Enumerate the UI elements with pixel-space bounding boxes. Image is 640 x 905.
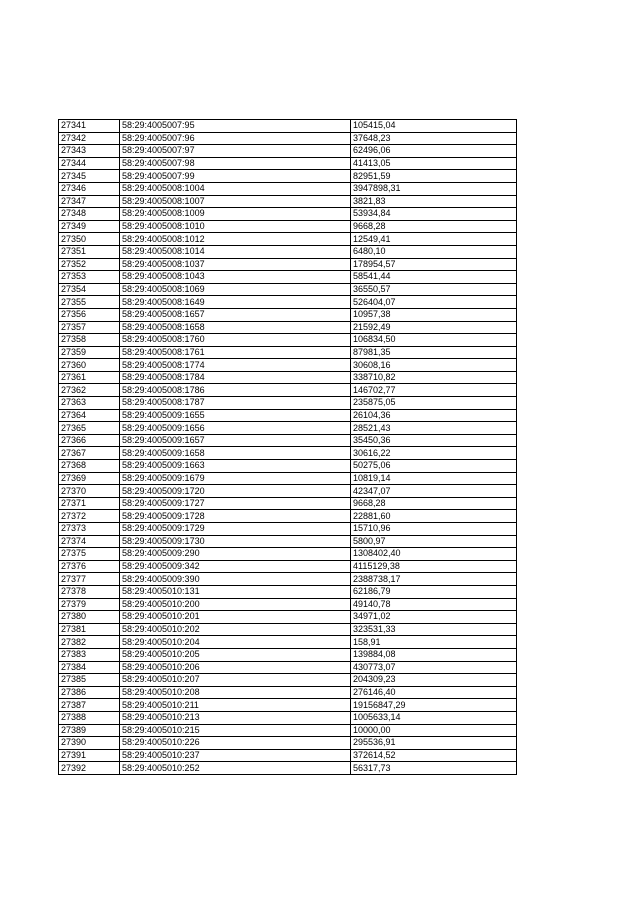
cadastral-number-cell: 58:29:4005010:226: [120, 737, 351, 750]
cadastral-value-cell: 4115129,38: [351, 560, 517, 573]
table-row: [59, 623, 517, 636]
row-number-cell: 27389: [59, 724, 120, 737]
row-number-cell: 27355: [59, 296, 120, 309]
row-number-cell: 27373: [59, 523, 120, 536]
table-row: [59, 535, 517, 548]
cadastral-value-cell: 430773,07: [351, 661, 517, 674]
table-row: [59, 573, 517, 586]
table-row: [59, 648, 517, 661]
table-body: [59, 120, 517, 775]
cadastral-value-cell: 10000,00: [351, 724, 517, 737]
cadastral-value-cell: 178954,57: [351, 258, 517, 271]
cadastral-value-cell: 56317,73: [351, 762, 517, 775]
cadastral-value-cell: 6480,10: [351, 245, 517, 258]
cadastral-value-cell: 30608,16: [351, 359, 517, 372]
cadastral-value-cell: 9668,28: [351, 497, 517, 510]
cadastral-value-cell: 204309,23: [351, 674, 517, 687]
cadastral-value-cell: 19156847,29: [351, 699, 517, 712]
row-number-cell: 27352: [59, 258, 120, 271]
cadastral-number-cell: 58:29:4005008:1774: [120, 359, 351, 372]
row-number-cell: 27381: [59, 623, 120, 636]
table-row: [59, 334, 517, 347]
row-number-cell: 27359: [59, 346, 120, 359]
table-row: [59, 560, 517, 573]
cadastral-number-cell: 58:29:4005009:1657: [120, 434, 351, 447]
row-number-cell: 27344: [59, 157, 120, 170]
row-number-cell: 27360: [59, 359, 120, 372]
table-row: [59, 737, 517, 750]
row-number-cell: 27364: [59, 409, 120, 422]
cadastral-value-cell: 58541,44: [351, 271, 517, 284]
cadastral-value-cell: 139884,08: [351, 648, 517, 661]
cadastral-number-cell: 58:29:4005009:390: [120, 573, 351, 586]
cadastral-number-cell: 58:29:4005008:1014: [120, 245, 351, 258]
cadastral-number-cell: 58:29:4005008:1037: [120, 258, 351, 271]
cadastral-number-cell: 58:29:4005009:1728: [120, 510, 351, 523]
cadastral-number-cell: 58:29:4005008:1004: [120, 182, 351, 195]
row-number-cell: 27354: [59, 283, 120, 296]
cadastral-value-cell: 21592,49: [351, 321, 517, 334]
row-number-cell: 27362: [59, 384, 120, 397]
cadastral-number-cell: 58:29:4005007:96: [120, 132, 351, 145]
cadastral-number-cell: 58:29:4005009:1655: [120, 409, 351, 422]
table-row: [59, 308, 517, 321]
cadastral-number-cell: 58:29:4005009:290: [120, 548, 351, 561]
row-number-cell: 27363: [59, 397, 120, 410]
table-row: [59, 409, 517, 422]
table-row: [59, 674, 517, 687]
cadastral-number-cell: 58:29:4005010:202: [120, 623, 351, 636]
cadastral-value-cell: 50275,06: [351, 460, 517, 473]
cadastral-number-cell: 58:29:4005009:1658: [120, 447, 351, 460]
cadastral-number-cell: 58:29:4005007:98: [120, 157, 351, 170]
cadastral-value-cell: 26104,36: [351, 409, 517, 422]
row-number-cell: 27350: [59, 233, 120, 246]
cadastral-value-cell: 9668,28: [351, 220, 517, 233]
row-number-cell: 27366: [59, 434, 120, 447]
cadastral-value-cell: 35450,36: [351, 434, 517, 447]
table-row: [59, 686, 517, 699]
table-row: [59, 283, 517, 296]
row-number-cell: 27349: [59, 220, 120, 233]
row-number-cell: 27378: [59, 585, 120, 598]
row-number-cell: 27379: [59, 598, 120, 611]
table-row: [59, 724, 517, 737]
cadastral-number-cell: 58:29:4005009:342: [120, 560, 351, 573]
cadastral-value-cell: 41413,05: [351, 157, 517, 170]
table-row: [59, 548, 517, 561]
row-number-cell: 27356: [59, 308, 120, 321]
cadastral-value-cell: 158,91: [351, 636, 517, 649]
table-row: [59, 384, 517, 397]
cadastral-value-cell: 1005633,14: [351, 711, 517, 724]
table-row: [59, 195, 517, 208]
cadastral-value-cell: 36550,57: [351, 283, 517, 296]
cadastral-value-cell: 235875,05: [351, 397, 517, 410]
cadastral-number-cell: 58:29:4005010:215: [120, 724, 351, 737]
table-row: [59, 472, 517, 485]
row-number-cell: 27385: [59, 674, 120, 687]
cadastral-number-cell: 58:29:4005008:1657: [120, 308, 351, 321]
row-number-cell: 27342: [59, 132, 120, 145]
row-number-cell: 27382: [59, 636, 120, 649]
cadastral-number-cell: 58:29:4005010:200: [120, 598, 351, 611]
cadastral-number-cell: 58:29:4005008:1787: [120, 397, 351, 410]
cadastral-number-cell: 58:29:4005008:1649: [120, 296, 351, 309]
table-row: [59, 523, 517, 536]
table-row: [59, 447, 517, 460]
cadastral-value-cell: 295536,91: [351, 737, 517, 750]
cadastral-number-cell: 58:29:4005008:1009: [120, 208, 351, 221]
cadastral-number-cell: 58:29:4005008:1043: [120, 271, 351, 284]
table-row: [59, 611, 517, 624]
cadastral-value-cell: 5800,97: [351, 535, 517, 548]
cadastral-value-cell: 372614,52: [351, 749, 517, 762]
table-row: [59, 585, 517, 598]
row-number-cell: 27380: [59, 611, 120, 624]
cadastral-value-cell: 1308402,40: [351, 548, 517, 561]
cadastral-value-table: [58, 119, 517, 775]
row-number-cell: 27383: [59, 648, 120, 661]
row-number-cell: 27392: [59, 762, 120, 775]
row-number-cell: 27370: [59, 485, 120, 498]
cadastral-value-cell: 53934,84: [351, 208, 517, 221]
cadastral-number-cell: 58:29:4005008:1069: [120, 283, 351, 296]
row-number-cell: 27358: [59, 334, 120, 347]
row-number-cell: 27347: [59, 195, 120, 208]
cadastral-number-cell: 58:29:4005009:1679: [120, 472, 351, 485]
table-row: [59, 497, 517, 510]
row-number-cell: 27372: [59, 510, 120, 523]
cadastral-number-cell: 58:29:4005008:1658: [120, 321, 351, 334]
row-number-cell: 27345: [59, 170, 120, 183]
row-number-cell: 27348: [59, 208, 120, 221]
cadastral-value-cell: 15710,96: [351, 523, 517, 536]
cadastral-number-cell: 58:29:4005010:207: [120, 674, 351, 687]
table-row: [59, 157, 517, 170]
cadastral-number-cell: 58:29:4005010:213: [120, 711, 351, 724]
cadastral-value-cell: 526404,07: [351, 296, 517, 309]
row-number-cell: 27361: [59, 371, 120, 384]
row-number-cell: 27357: [59, 321, 120, 334]
table-row: [59, 271, 517, 284]
cadastral-value-cell: 12549,41: [351, 233, 517, 246]
table-row: [59, 397, 517, 410]
cadastral-value-cell: 105415,04: [351, 120, 517, 133]
cadastral-number-cell: 58:29:4005010:201: [120, 611, 351, 624]
table-row: [59, 170, 517, 183]
table-row: [59, 762, 517, 775]
row-number-cell: 27371: [59, 497, 120, 510]
cadastral-number-cell: 58:29:4005010:211: [120, 699, 351, 712]
cadastral-value-cell: 10957,38: [351, 308, 517, 321]
cadastral-number-cell: 58:29:4005007:97: [120, 145, 351, 158]
row-number-cell: 27386: [59, 686, 120, 699]
table-row: [59, 182, 517, 195]
table-row: [59, 699, 517, 712]
row-number-cell: 27367: [59, 447, 120, 460]
cadastral-number-cell: 58:29:4005008:1786: [120, 384, 351, 397]
row-number-cell: 27388: [59, 711, 120, 724]
row-number-cell: 27375: [59, 548, 120, 561]
cadastral-value-cell: 3947898,31: [351, 182, 517, 195]
row-number-cell: 27365: [59, 422, 120, 435]
cadastral-value-cell: 62186,79: [351, 585, 517, 598]
table-row: [59, 145, 517, 158]
cadastral-number-cell: 58:29:4005009:1656: [120, 422, 351, 435]
cadastral-value-cell: 34971,02: [351, 611, 517, 624]
cadastral-number-cell: 58:29:4005010:204: [120, 636, 351, 649]
cadastral-number-cell: 58:29:4005008:1761: [120, 346, 351, 359]
table-row: [59, 661, 517, 674]
table-row: [59, 371, 517, 384]
cadastral-number-cell: 58:29:4005009:1720: [120, 485, 351, 498]
cadastral-value-cell: 276146,40: [351, 686, 517, 699]
row-number-cell: 27368: [59, 460, 120, 473]
row-number-cell: 27341: [59, 120, 120, 133]
table-row: [59, 636, 517, 649]
table-row: [59, 711, 517, 724]
row-number-cell: 27391: [59, 749, 120, 762]
table-row: [59, 296, 517, 309]
table-row: [59, 220, 517, 233]
row-number-cell: 27353: [59, 271, 120, 284]
table-row: [59, 749, 517, 762]
cadastral-value-cell: 22881,60: [351, 510, 517, 523]
row-number-cell: 27377: [59, 573, 120, 586]
cadastral-number-cell: 58:29:4005008:1007: [120, 195, 351, 208]
row-number-cell: 27384: [59, 661, 120, 674]
row-number-cell: 27369: [59, 472, 120, 485]
cadastral-value-cell: 106834,50: [351, 334, 517, 347]
cadastral-value-cell: 82951,59: [351, 170, 517, 183]
row-number-cell: 27343: [59, 145, 120, 158]
table-row: [59, 208, 517, 221]
row-number-cell: 27346: [59, 182, 120, 195]
cadastral-number-cell: 58:29:4005010:252: [120, 762, 351, 775]
cadastral-value-cell: 42347,07: [351, 485, 517, 498]
cadastral-value-cell: 28521,43: [351, 422, 517, 435]
table-row: [59, 245, 517, 258]
cadastral-number-cell: 58:29:4005009:1727: [120, 497, 351, 510]
table-row: [59, 510, 517, 523]
table-row: [59, 434, 517, 447]
cadastral-number-cell: 58:29:4005010:208: [120, 686, 351, 699]
cadastral-value-cell: 3821,83: [351, 195, 517, 208]
cadastral-value-cell: 37648,23: [351, 132, 517, 145]
cadastral-number-cell: 58:29:4005009:1729: [120, 523, 351, 536]
cadastral-value-cell: 146702,77: [351, 384, 517, 397]
cadastral-number-cell: 58:29:4005009:1663: [120, 460, 351, 473]
cadastral-number-cell: 58:29:4005008:1760: [120, 334, 351, 347]
row-number-cell: 27351: [59, 245, 120, 258]
cadastral-number-cell: 58:29:4005007:95: [120, 120, 351, 133]
cadastral-number-cell: 58:29:4005008:1010: [120, 220, 351, 233]
cadastral-number-cell: 58:29:4005010:131: [120, 585, 351, 598]
cadastral-number-cell: 58:29:4005009:1730: [120, 535, 351, 548]
table-row: [59, 132, 517, 145]
table-row: [59, 485, 517, 498]
table-row: [59, 422, 517, 435]
row-number-cell: 27376: [59, 560, 120, 573]
cadastral-number-cell: 58:29:4005007:99: [120, 170, 351, 183]
row-number-cell: 27390: [59, 737, 120, 750]
cadastral-value-cell: 87981,35: [351, 346, 517, 359]
table-row: [59, 346, 517, 359]
cadastral-value-cell: 62496,06: [351, 145, 517, 158]
row-number-cell: 27374: [59, 535, 120, 548]
cadastral-value-cell: 49140,78: [351, 598, 517, 611]
cadastral-number-cell: 58:29:4005008:1784: [120, 371, 351, 384]
row-number-cell: 27387: [59, 699, 120, 712]
table-row: [59, 321, 517, 334]
cadastral-number-cell: 58:29:4005008:1012: [120, 233, 351, 246]
cadastral-number-cell: 58:29:4005010:206: [120, 661, 351, 674]
table-row: [59, 258, 517, 271]
cadastral-value-cell: 338710,82: [351, 371, 517, 384]
table-row: [59, 233, 517, 246]
cadastral-number-cell: 58:29:4005010:205: [120, 648, 351, 661]
cadastral-value-cell: 2388738,17: [351, 573, 517, 586]
cadastral-value-cell: 30616,22: [351, 447, 517, 460]
cadastral-value-cell: 10819,14: [351, 472, 517, 485]
cadastral-value-cell: 323531,33: [351, 623, 517, 636]
table-row: [59, 120, 517, 133]
table-row: [59, 460, 517, 473]
table-row: [59, 359, 517, 372]
cadastral-number-cell: 58:29:4005010:237: [120, 749, 351, 762]
table-row: [59, 598, 517, 611]
